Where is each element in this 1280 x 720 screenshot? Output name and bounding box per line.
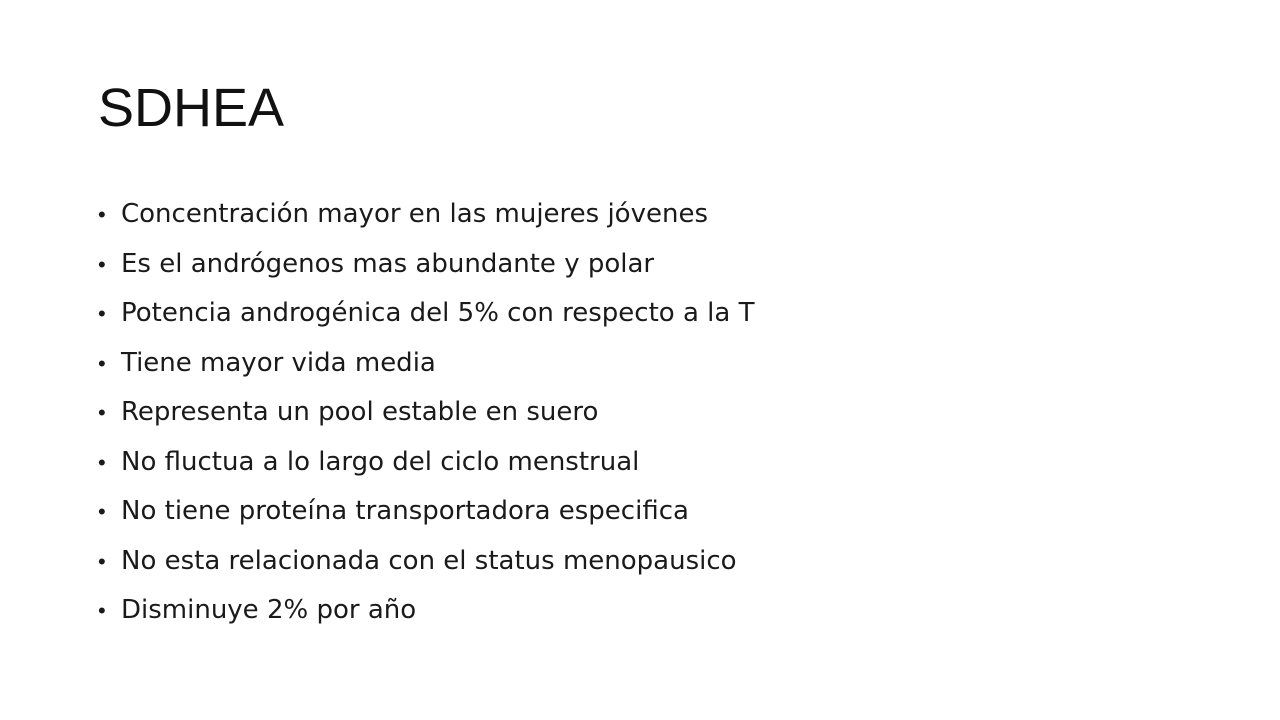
bullet-text: Es el andrógenos mas abundante y polar	[121, 248, 655, 279]
bullet-text: Concentración mayor en las mujeres jóvenes	[121, 199, 708, 229]
bullet-item	[98, 240, 1198, 290]
bullet-icon: •	[98, 350, 106, 376]
bullet-list	[98, 190, 1198, 636]
bullet-icon: •	[98, 202, 106, 227]
bullet-item	[98, 388, 1198, 438]
bullet-item	[98, 190, 1198, 240]
slide-title: SDHEA	[98, 78, 285, 138]
bullet-item	[98, 438, 1198, 488]
bullet-text: Representa un pool estable en suero	[121, 397, 599, 427]
bullet-icon: •	[98, 548, 106, 574]
bullet-text: No fluctua a lo largo del ciclo menstrual	[121, 446, 640, 477]
bullet-text: Tiene mayor vida media	[121, 347, 436, 378]
bullet-text: Potencia androgénica del 5% con respecto a la T	[121, 298, 755, 328]
bullet-text: Disminuye 2% por año	[121, 595, 417, 625]
bullet-text: No tiene proteína transportadora especifica	[121, 496, 689, 526]
bullet-item	[98, 537, 1198, 587]
bullet-icon: •	[98, 301, 106, 326]
bullet-item	[98, 487, 1198, 537]
bullet-icon: •	[98, 400, 106, 425]
bullet-icon: •	[98, 251, 106, 277]
bullet-item	[98, 289, 1198, 339]
bullet-item	[98, 586, 1198, 636]
bullet-icon: •	[98, 499, 106, 524]
bullet-item	[98, 339, 1198, 389]
bullet-icon: •	[98, 598, 106, 623]
bullet-icon: •	[98, 449, 106, 475]
bullet-text: No esta relacionada con el status menopausico	[121, 545, 737, 576]
